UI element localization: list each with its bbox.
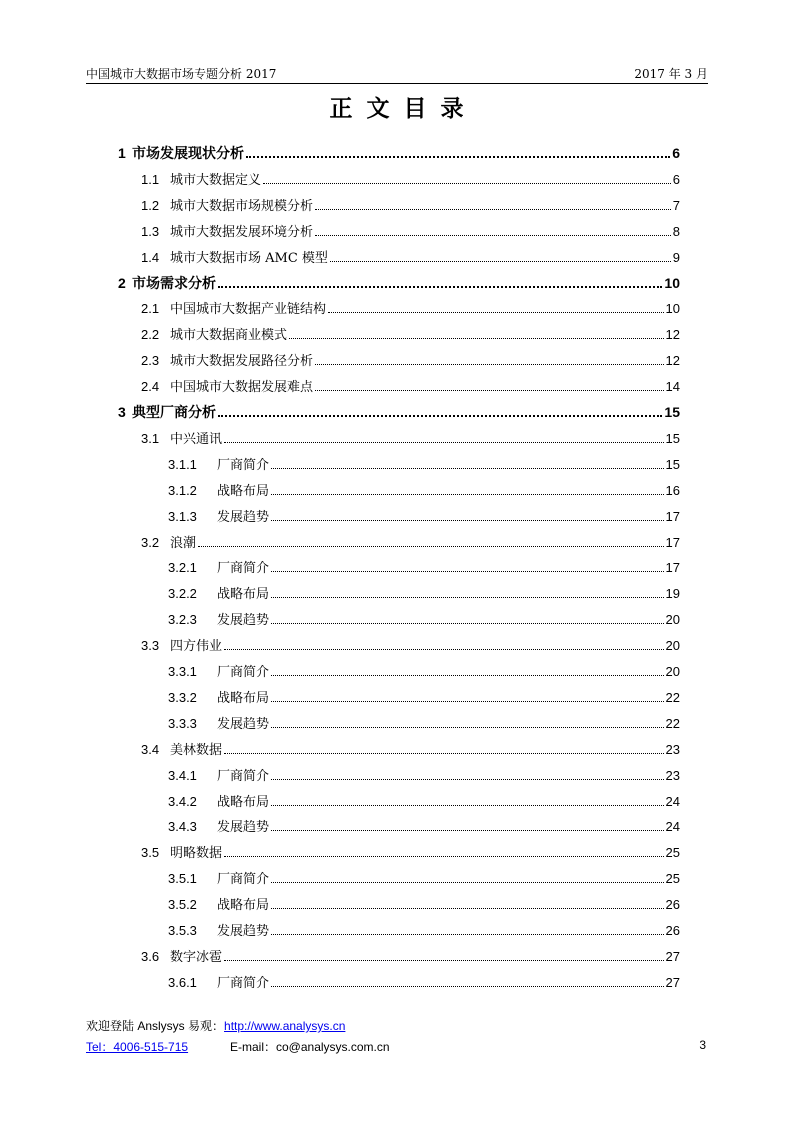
toc-entry-title: 城市大数据商业模式 [170,328,288,344]
toc-dot-leader [271,623,664,624]
toc-dot-leader [271,597,664,598]
toc-entry-number: 2.1 [141,301,160,317]
toc-entry-title: 城市大数据市场 AMC 模型 [170,250,328,266]
toc-dot-leader [271,701,664,702]
toc-entry-page: 23 [665,741,680,757]
page-number: 3 [699,1038,706,1052]
header-date: 2017 年 3 月 [634,67,708,81]
toc-entry-page: 15 [664,404,680,420]
toc-entry-page: 10 [665,301,680,317]
toc-entry-page: 19 [665,586,680,602]
toc-entry-title: 浪潮 [170,535,197,551]
toc-entry-page: 6 [672,145,680,161]
toc-entry-page: 17 [665,508,680,524]
toc-entry[interactable] [168,765,680,785]
toc-entry-title: 战略布局 [217,898,270,914]
toc-entry-number: 1.3 [141,223,160,239]
toc-entry[interactable] [168,972,680,992]
toc-dot-leader [271,571,664,572]
toc-entry-page: 27 [665,974,680,990]
toc-entry-number: 3.2.3 [168,612,197,628]
toc-entry[interactable] [168,868,680,888]
toc-entry-title: 战略布局 [217,690,270,706]
toc-entry[interactable] [141,842,680,862]
toc-entry-page: 22 [665,715,680,731]
toc-entry-title: 明略数据 [170,846,223,862]
toc-entry-title: 战略布局 [217,587,270,603]
toc-dot-leader [224,649,664,650]
toc-entry-number: 2.2 [141,327,160,343]
toc-entry-page: 24 [665,819,680,835]
toc-dot-leader [271,468,664,469]
toc-entry-number: 3.5 [141,845,160,861]
toc-entry-title: 厂商简介 [217,561,270,577]
toc-entry-number: 3.2.2 [168,586,197,602]
toc-entry-number: 3.1.2 [168,482,197,498]
toc-dot-leader [224,856,664,857]
toc-entry-page: 10 [664,274,680,291]
page-header [86,63,708,84]
toc-dot-leader [315,390,664,391]
toc-dot-leader [224,442,664,443]
toc-entry-number: 1.4 [141,249,160,265]
toc-entry-title: 发展趋势 [217,716,270,732]
toc-entry[interactable] [141,324,680,344]
toc-entry-title: 城市大数据定义 [170,172,262,188]
toc-entry-number: 3.1.3 [168,508,197,524]
toc-entry[interactable] [168,583,680,603]
toc-entry-title: 厂商简介 [217,975,270,991]
toc-entry-number: 2.4 [141,379,160,395]
toc-entry-number: 3.3.3 [168,715,197,731]
toc-entry[interactable] [168,454,680,474]
toc-entry-title: 市场发展现状分析 [132,145,244,161]
header-report-title: 中国城市大数据市场专题分析 2017 [86,67,277,81]
toc-entry-number: 3.1 [141,430,160,446]
footer-website-line [86,1017,345,1034]
toc-entry-title: 中兴通讯 [170,431,223,447]
toc-dot-leader [263,183,671,184]
footer-email: E-mail：co@analysys.com.cn [230,1040,390,1054]
toc-entry-title: 美林数据 [170,742,223,758]
toc-entry-title: 中国城市大数据发展难点 [170,380,314,396]
toc-entry-number: 3 [118,404,126,420]
toc-entry[interactable] [168,609,680,629]
toc-entry-title: 中国城市大数据产业链结构 [170,302,327,318]
toc-entry-title: 厂商简介 [217,768,270,784]
toc-entry[interactable] [141,428,680,448]
toc-entry[interactable] [168,920,680,940]
toc-entry-title: 城市大数据发展环境分析 [170,224,314,240]
toc-dot-leader [271,986,664,987]
toc-entry[interactable] [141,195,680,215]
toc-entry-number: 3.5.3 [168,923,197,938]
toc-entry-number: 3.5.1 [168,871,197,887]
toc-entry-page: 15 [665,430,680,446]
toc-entry[interactable] [118,273,680,293]
toc-entry-page: 7 [672,197,680,213]
toc-entry[interactable] [168,480,680,500]
toc-entry-title: 发展趋势 [217,613,270,629]
toc-dot-leader [224,753,664,754]
toc-entry-title: 市场需求分析 [132,274,216,291]
toc-entry[interactable] [168,687,680,707]
toc-dot-leader [271,494,664,495]
toc-entry-page: 27 [665,948,680,964]
toc-entry-page: 8 [672,223,680,239]
toc-entry-page: 12 [665,327,680,343]
toc-entry[interactable] [141,532,680,552]
toc-dot-leader [271,727,664,728]
toc-entry-page: 14 [665,379,680,395]
toc-dot-leader [246,156,670,158]
toc-dot-leader [271,779,664,780]
toc-dot-leader [315,364,664,365]
toc-entry[interactable] [141,247,680,267]
toc-entry-title: 城市大数据市场规模分析 [170,198,314,214]
toc-entry[interactable] [168,557,680,577]
toc-entry-number: 1.2 [141,197,160,213]
toc-dot-leader [271,908,664,909]
toc-entry[interactable] [141,946,680,966]
page-title: 正文目录 [329,95,478,122]
toc-entry-page: 26 [665,897,680,913]
toc-entry-page: 20 [665,664,680,679]
toc-entry-page: 9 [672,249,680,265]
toc-dot-leader [328,312,664,313]
toc-entry[interactable] [168,661,680,681]
toc-entry-page: 12 [665,353,680,369]
toc-entry-number: 2 [118,274,126,291]
toc-entry-title: 厂商简介 [217,872,270,888]
toc-entry-title: 典型厂商分析 [132,404,216,420]
toc-entry-number: 3.2 [141,534,160,550]
toc-dot-leader [271,520,664,521]
toc-entry-number: 3.6 [141,948,160,964]
toc-entry-page: 25 [665,845,680,861]
toc-entry[interactable] [118,143,680,163]
toc-entry-title: 四方伟业 [170,639,223,655]
toc-dot-leader [271,675,664,676]
toc-entry[interactable] [141,298,680,318]
toc-entry-page: 25 [665,871,680,887]
toc-dot-leader [198,546,664,547]
toc-dot-leader [315,209,671,210]
toc-entry-number: 3.3.1 [168,664,197,679]
toc-dot-leader [218,415,662,417]
toc-entry-page: 6 [672,171,680,187]
toc-entry-page: 26 [665,923,680,938]
toc-dot-leader [271,805,664,806]
toc-entry[interactable] [141,376,680,396]
toc-dot-leader [330,261,671,262]
toc-entry-number: 3.3 [141,638,160,654]
toc-entry-number: 3.5.2 [168,897,197,913]
toc-dot-leader [315,235,671,236]
toc-entry-title: 战略布局 [217,794,270,810]
toc-entry-page: 15 [665,456,680,472]
toc-entry[interactable] [168,506,680,526]
toc-entry-page: 20 [665,638,680,654]
toc-entry-title: 厂商简介 [217,665,270,680]
toc-entry-number: 3.3.2 [168,689,197,705]
toc-entry[interactable] [141,169,680,189]
toc-entry-page: 17 [665,560,680,576]
toc-entry-number: 1.1 [141,171,160,187]
toc-entry[interactable] [168,894,680,914]
toc-entry-number: 3.1.1 [168,456,197,472]
toc-entry-page: 20 [665,612,680,628]
toc-dot-leader [271,882,664,883]
toc-entry-page: 24 [665,793,680,809]
toc-entry[interactable] [168,816,680,836]
toc-entry[interactable] [141,635,680,655]
footer-phone-link[interactable]: Tel：4006-515-715 [86,1040,189,1054]
toc-entry-number: 3.4 [141,741,160,757]
toc-dot-leader [271,934,664,935]
footer-welcome-text: 欢迎登陆 Anslysys 易观： [86,1019,225,1033]
toc-entry-page: 17 [665,534,680,550]
toc-entry-number: 3.2.1 [168,560,197,576]
toc-entry-page: 23 [665,767,680,783]
toc-entry[interactable] [141,739,680,759]
toc-entry[interactable] [141,221,680,241]
footer-website-link[interactable]: http://www.analysys.cn [224,1019,346,1033]
toc-entry-page: 16 [665,482,680,498]
toc-entry-number: 1 [118,145,126,161]
toc-entry-number: 3.6.1 [168,974,197,990]
toc-entry[interactable] [141,350,680,370]
toc-entry-number: 3.4.1 [168,767,197,783]
toc-entry-title: 城市大数据发展路径分析 [170,354,314,370]
toc-entry[interactable] [168,791,680,811]
toc-entry-number: 2.3 [141,353,160,369]
toc-entry-title: 厂商简介 [217,457,270,473]
toc-entry-title: 战略布局 [217,483,270,499]
toc-entry-number: 3.4.3 [168,819,197,835]
toc-entry-title: 发展趋势 [217,509,270,525]
toc-dot-leader [218,286,662,288]
toc-entry[interactable] [168,713,680,733]
toc-dot-leader [271,830,664,831]
toc-entry[interactable] [118,402,680,422]
toc-entry-title: 数字冰雹 [170,949,223,965]
toc-dot-leader [289,338,664,339]
toc-entry-title: 发展趋势 [217,924,270,939]
toc-dot-leader [224,960,664,961]
toc-entry-page: 22 [665,689,680,705]
toc-entry-number: 3.4.2 [168,793,197,809]
toc-entry-title: 发展趋势 [217,820,270,836]
